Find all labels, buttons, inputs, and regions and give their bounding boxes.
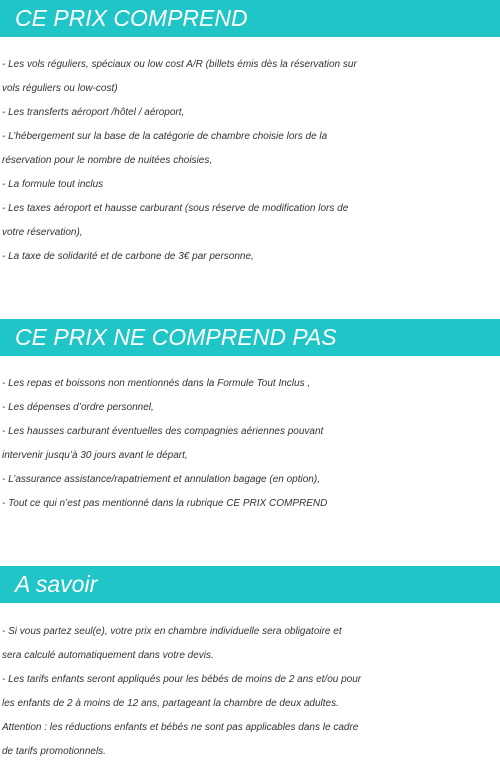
list-item: - Tout ce qui n’est pas mentionné dans la rubrique CE PRIX COMPREND [2, 498, 328, 509]
list-item: - Les tarifs enfants seront appliqués pour les bébés de moins de 2 ans et/ou pour [2, 674, 362, 685]
list-item: intervenir jusqu’à 30 jours avant le départ, [2, 450, 188, 461]
list-item: - Les repas et boissons non mentionnés dans la Formule Tout Inclus , [2, 378, 311, 389]
list-item: - Les dépenses d’ordre personnel, [2, 402, 154, 413]
list-item: - Les transferts aéroport /hôtel / aéroport, [2, 107, 185, 118]
list-item: - Les vols réguliers, spéciaux ou low cost A/R (billets émis dès la réservation sur [2, 59, 357, 70]
section-header-ce-prix-ne-comprend-pas: CE PRIX NE COMPREND PAS [0, 319, 500, 356]
list-item: Attention : les réductions enfants et bébés ne sont pas applicables dans le cadre [2, 722, 359, 733]
list-item: votre réservation), [2, 227, 83, 238]
list-item: sera calculé automatiquement dans votre devis. [2, 650, 214, 661]
section-header-ce-prix-comprend: CE PRIX COMPREND [0, 0, 500, 37]
list-item: - Les taxes aéroport et hausse carburant (sous réserve de modification lors de [2, 203, 349, 214]
section-body-ce-prix-comprend [2, 53, 500, 269]
list-item: - L’hébergement sur la base de la catégorie de chambre choisie lors de la [2, 131, 328, 142]
list-item: vols réguliers ou low-cost) [2, 83, 118, 94]
section-body-a-savoir [2, 620, 500, 764]
list-item: réservation pour le nombre de nuitées choisies, [2, 155, 213, 166]
section-body-ce-prix-ne-comprend-pas [2, 372, 500, 516]
list-item: les enfants de 2 à moins de 12 ans, partageant la chambre de deux adultes. [2, 698, 339, 709]
list-item: - La taxe de solidarité et de carbone de 3€ par personne, [2, 251, 254, 262]
list-item: - Les hausses carburant éventuelles des compagnies aériennes pouvant [2, 426, 324, 437]
list-item: - Si vous partez seul(e), votre prix en chambre individuelle sera obligatoire et [2, 626, 342, 637]
section-header-a-savoir: A savoir [0, 566, 500, 603]
list-item: - La formule tout inclus [2, 179, 104, 190]
list-item: - L’assurance assistance/rapatriement et annulation bagage (en option), [2, 474, 320, 485]
list-item: de tarifs promotionnels. [2, 746, 106, 757]
